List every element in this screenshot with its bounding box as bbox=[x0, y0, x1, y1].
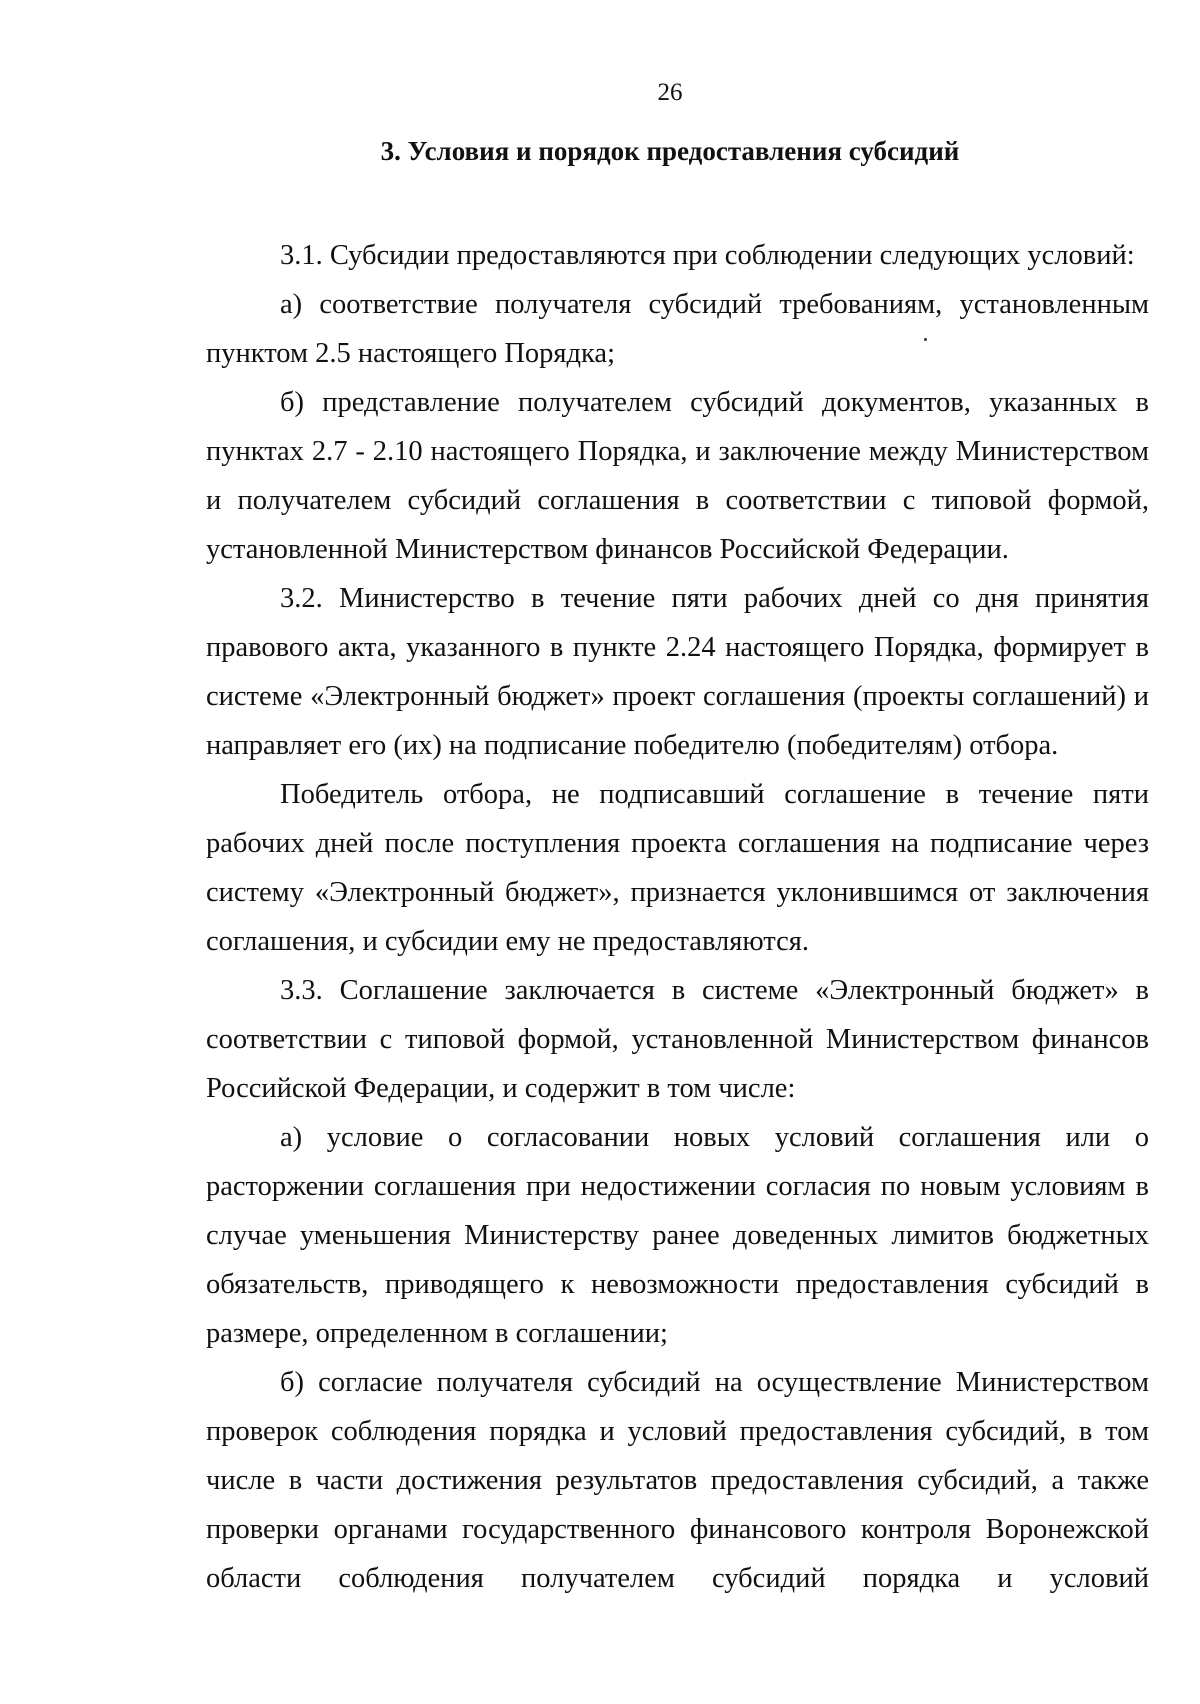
paragraph-3-1: 3.1. Субсидии предоставляются при соблюдении следующих условий: bbox=[280, 240, 1135, 271]
section-title: 3. Условия и порядок предоставления субсидий bbox=[380, 136, 960, 166]
paragraph-3-3-a: а) условие о согласовании новых условий соглашения или о расторжении соглашения при недостижении согласия по новым условиям в случае уменьшения Министерству ранее доведенных лимитов бюджетных обязательств, приводящего к невозможности предоставления субсидий в размере, определенном в соглашении; bbox=[206, 1122, 1149, 1349]
document-body bbox=[206, 231, 1149, 1603]
paragraph-3-1-a: а) соответствие получателя субсидий требованиям, установленным пунктом 2.5 настоящего Порядка; bbox=[206, 289, 1149, 369]
paragraph-3-2-winner: Победитель отбора, не подписавший соглашение в течение пяти рабочих дней после поступления проекта соглашения на подписание через систему «Электронный бюджет», признается уклонившимся от заключения соглашения, и субсидии ему не предоставляются. bbox=[206, 779, 1149, 957]
paragraph-3-2: 3.2. Министерство в течение пяти рабочих дней со дня принятия правового акта, указанного в пункте 2.24 настоящего Порядка, формирует в системе «Электронный бюджет» проект соглашения (проекты соглашений) и направляет его (их) на подписание победителю (победителям) отбора. bbox=[206, 583, 1149, 761]
paragraph-3-1-b: б) представление получателем субсидий документов, указанных в пунктах 2.7 - 2.10 настоящего Порядка, и заключение между Министерством и получателем субсидий соглашения в соответствии с типовой формой, установленной Министерством финансов Российской Федерации. bbox=[206, 387, 1149, 565]
page-number: 26 bbox=[657, 79, 683, 106]
paragraph-3-3: 3.3. Соглашение заключается в системе «Электронный бюджет» в соответствии с типовой формой, установленной Министерством финансов Российской Федерации, и содержит в том числе: bbox=[206, 975, 1149, 1104]
paragraph-3-3-b: б) согласие получателя субсидий на осуществление Министерством проверок соблюдения порядка и условий предоставления субсидий, в том числе в части достижения результатов предоставления субсидий, а также проверки органами государственного финансового контроля Воронежской области соблюдения получателем субсидий порядка и условий bbox=[206, 1367, 1149, 1594]
